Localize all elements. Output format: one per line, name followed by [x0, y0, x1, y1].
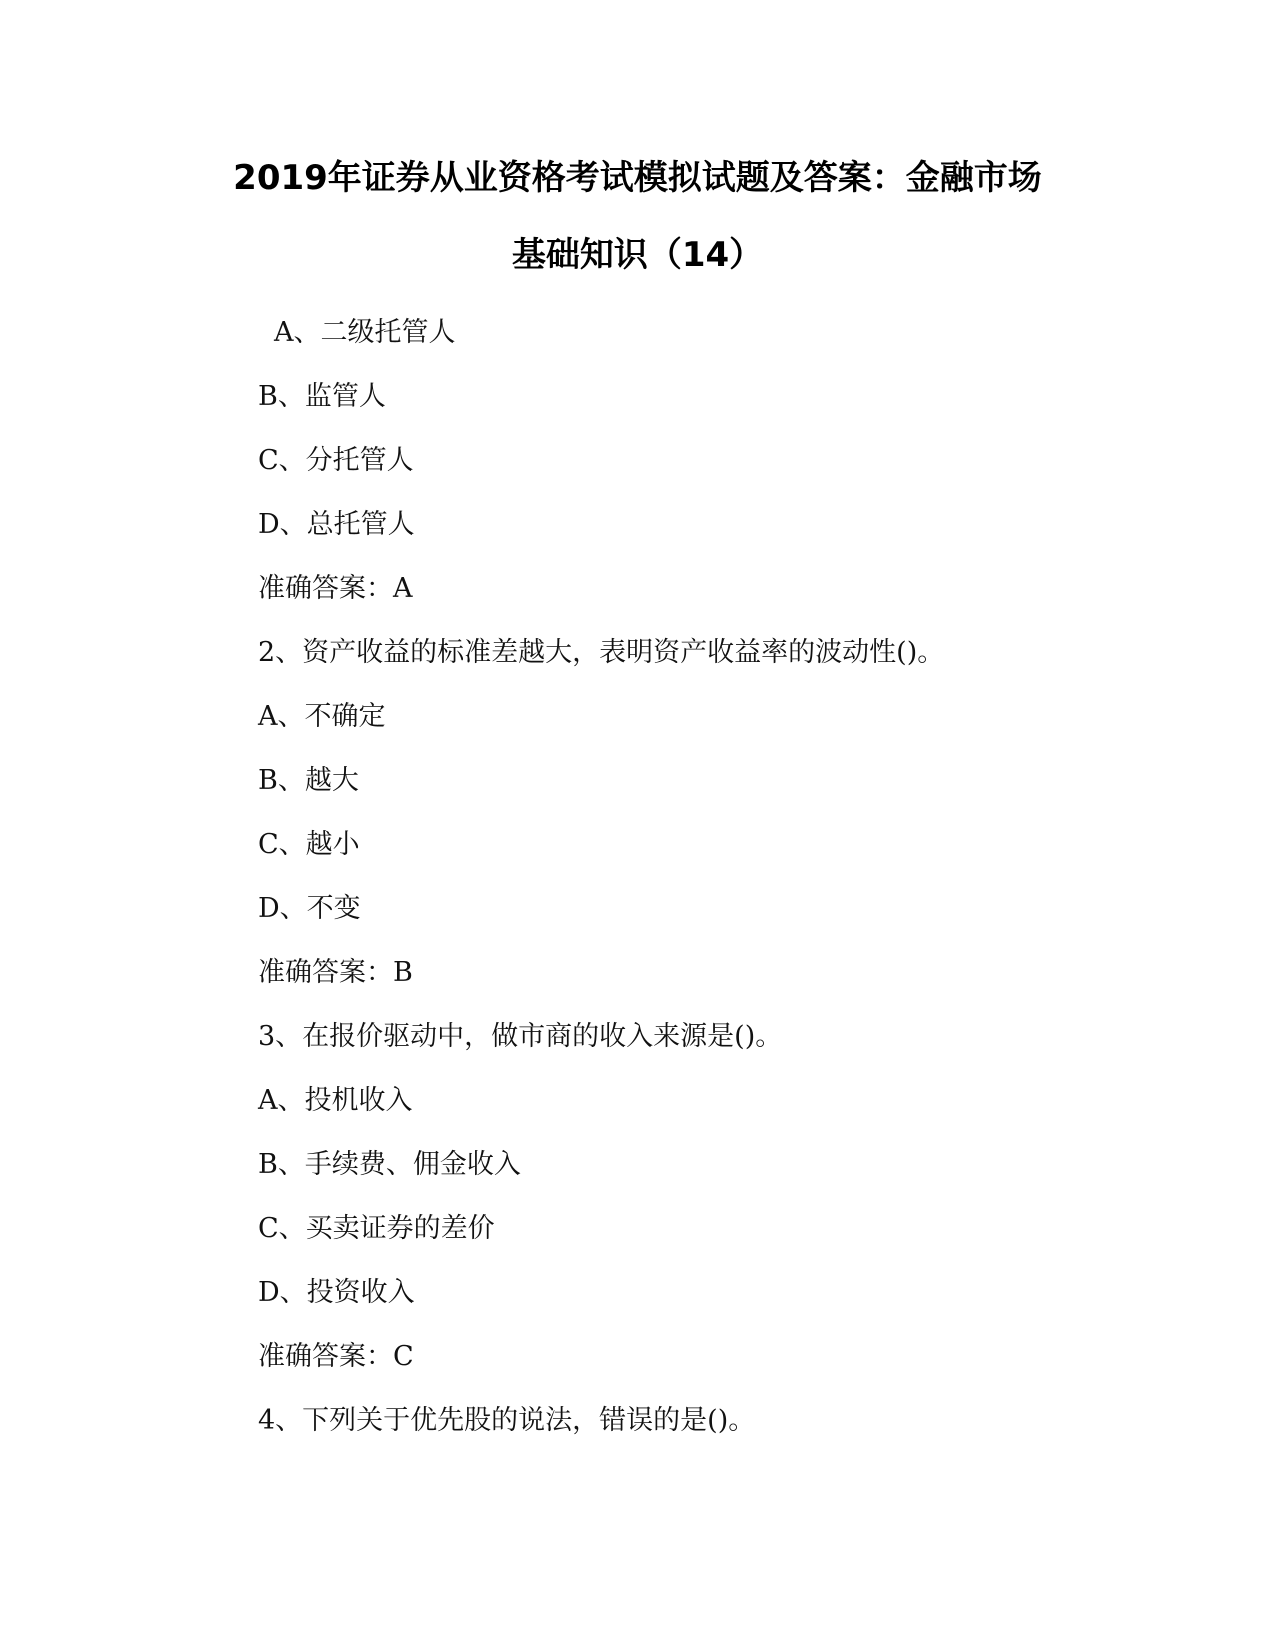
option-line: A、二级托管人 [274, 317, 456, 348]
document-title-line-2: 基础知识（14） [511, 235, 764, 275]
option-line: C、分托管人 [258, 445, 414, 476]
option-line: B、手续费、佣金收入 [258, 1149, 521, 1180]
option-line: D、不变 [258, 893, 361, 924]
option-line: D、总托管人 [258, 509, 415, 540]
answer-line: 准确答案：B [258, 957, 413, 988]
document-title-line-1: 2019年证券从业资格考试模拟试题及答案：金融市场 [233, 158, 1042, 198]
answer-line: 准确答案：C [258, 1341, 414, 1372]
option-line: B、监管人 [258, 381, 386, 412]
question-line: 4、下列关于优先股的说法，错误的是()。 [258, 1405, 756, 1436]
option-line: A、投机收入 [258, 1085, 413, 1116]
option-line: A、不确定 [258, 701, 386, 732]
question-list [258, 318, 1158, 1470]
question-line: 2、资产收益的标准差越大，表明资产收益率的波动性()。 [258, 637, 945, 668]
question-line: 3、在报价驱动中，做市商的收入来源是()。 [258, 1021, 783, 1052]
answer-line: 准确答案：A [258, 573, 413, 604]
option-line: C、越小 [258, 829, 360, 860]
option-line: D、投资收入 [258, 1277, 415, 1308]
option-line: C、买卖证券的差价 [258, 1213, 495, 1244]
option-line: B、越大 [258, 765, 359, 796]
